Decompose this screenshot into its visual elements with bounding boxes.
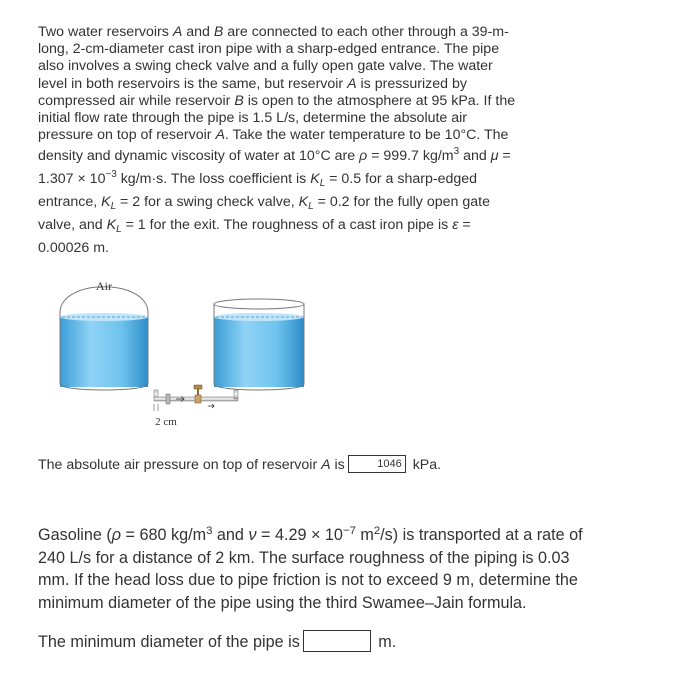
reservoir-b-water: [214, 317, 304, 387]
check-valve: [166, 394, 170, 404]
problem2-line: mm. If the head loss due to pipe friction is not to exceed 9 m, determine the: [38, 571, 578, 590]
problem1-line: long, 2-cm-diameter cast iron pipe with a sharp-edged entrance. The pipe: [38, 41, 500, 58]
diameter-answer-field[interactable]: [303, 630, 371, 652]
pipe-diameter-label: 2 cm: [155, 416, 177, 428]
problem1-line: pressure on top of reservoir A. Take the water temperature to be 10°C. The: [38, 127, 509, 144]
problem2-answer: The minimum diameter of the pipe is m.: [38, 631, 396, 654]
air-label: Air: [96, 279, 112, 293]
problem2-line: 240 L/s for a distance of 2 km. The surface roughness of the piping is 0.03: [38, 548, 570, 567]
problem1-line: initial flow rate through the pipe is 1.5 L/s, determine the absolute air: [38, 109, 468, 126]
reservoir-figure: [58, 268, 308, 443]
problem1-line: level in both reservoirs is the same, but reservoir A is pressurized by: [38, 75, 467, 92]
problem1-density-line: density and dynamic viscosity of water at 10°C are ρ = 999.7 $kg/m^3$ and μ =: [38, 146, 511, 165]
problem2-text: [38, 524, 658, 614]
gate-valve-handle: [194, 385, 202, 389]
problem1-viscosity-line: $1.307 \times 10^{-3}$ kg/m·s. The loss coefficient is $K_L = 0.5$ for a sharp-edged: [38, 169, 478, 190]
pipe-up-b: [234, 390, 238, 399]
reservoir-b-rim: [214, 299, 304, 309]
problem1-roughness-line: 0.00026 m.: [38, 239, 109, 256]
problem1-line: compressed air while reservoir B is open to the atmosphere at 95 kPa. If the: [38, 92, 516, 109]
problem2-line: minimum diameter of the pipe using the third Swamee–Jain formula.: [38, 593, 527, 612]
pressure-answer-field[interactable]: 1046: [348, 455, 406, 473]
problem1-text: [38, 24, 578, 258]
reservoir-a-water: [60, 317, 148, 387]
gate-valve-body: [195, 395, 201, 403]
problem1-valve-line: valve, and $K_L = 1$ for the exit. The roughness of a cast iron pipe is ε =: [38, 216, 471, 235]
problem1-entrance-line: entrance, $K_L = 2$ for a swing check valve, $K_L = 0.2$ for the fully open gate: [38, 193, 490, 212]
problem1-line: also involves a swing check valve and a fully open gate valve. The water: [38, 58, 493, 75]
flow-arrow-icon: [208, 404, 214, 408]
problem2-line: Gasoline (ρ = 680 $kg/m^3$ and $\nu = 4.29 \times 10^{-7}$ $m^2/s$) is transported at a rate of: [38, 525, 583, 544]
problem1-line: Two water reservoirs A and B are connected to each other through a 39-m-: [38, 24, 509, 40]
problem1-answer: The absolute air pressure on top of reservoir A is 1046 kPa.: [38, 457, 442, 473]
